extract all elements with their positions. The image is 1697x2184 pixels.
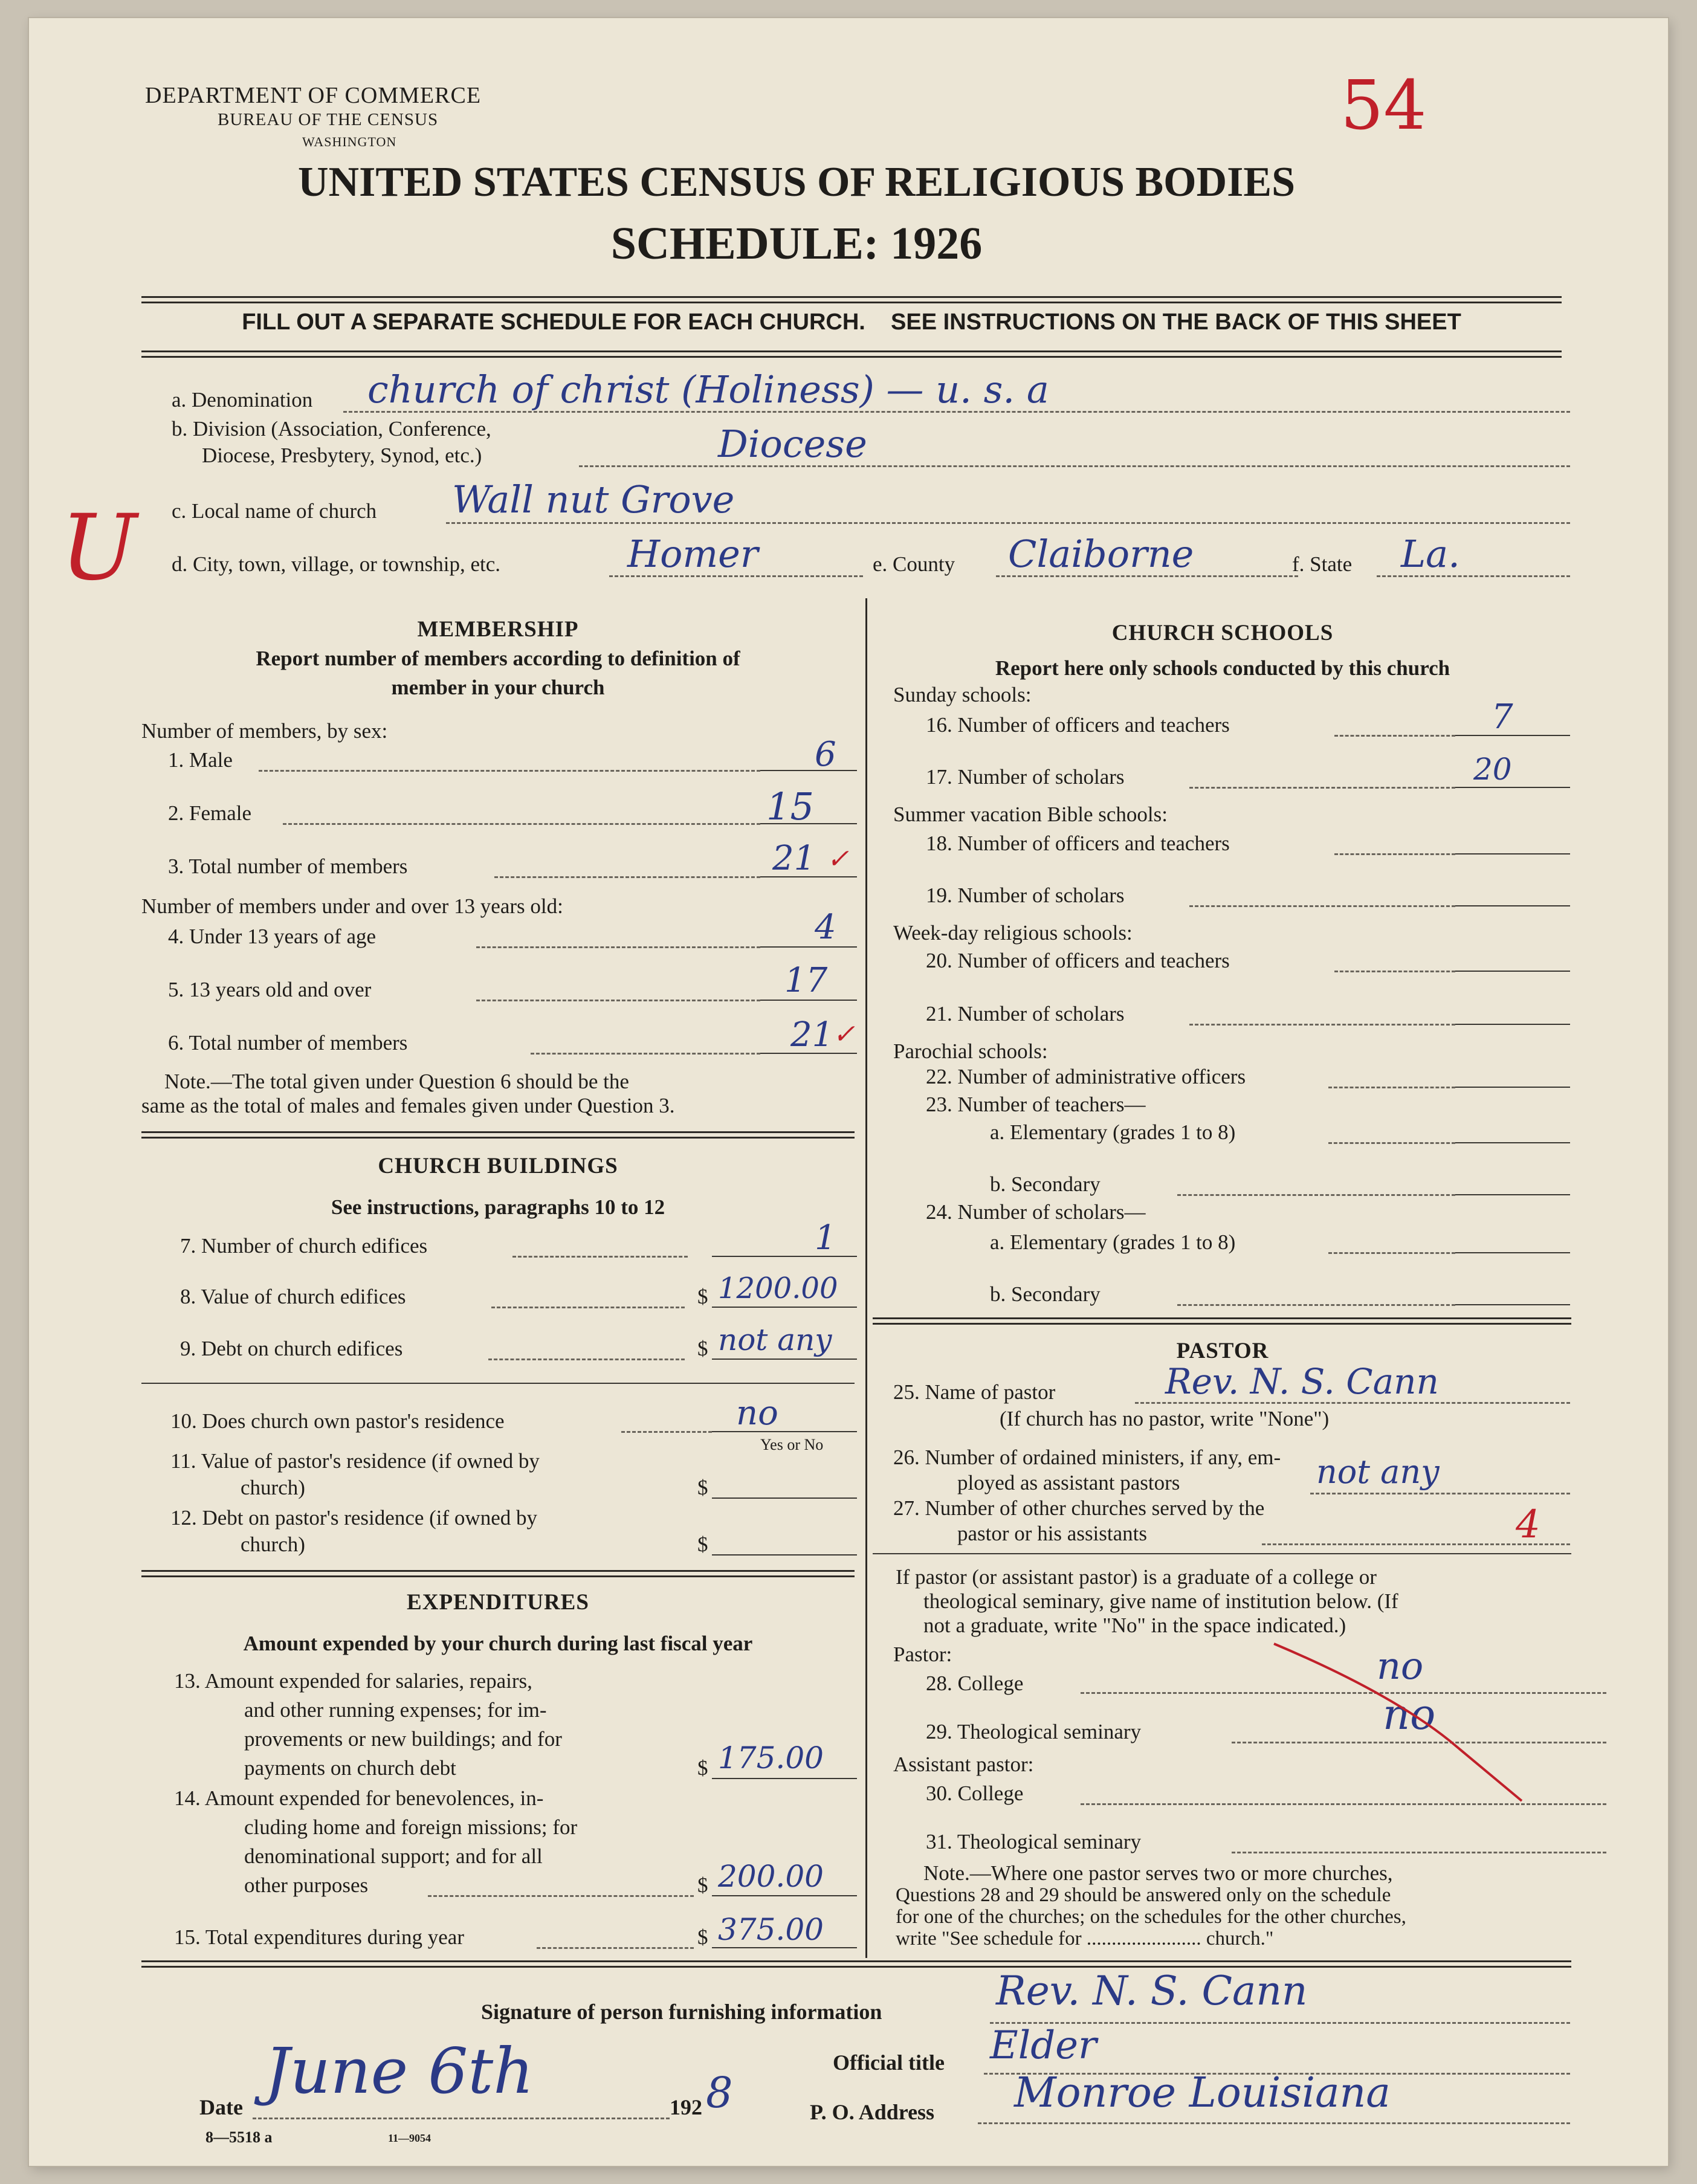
q24a-dots [1328, 1252, 1455, 1254]
schools-bottom-rule [873, 1317, 1571, 1325]
q24b-dots [1177, 1304, 1455, 1306]
department-label: DEPARTMENT OF COMMERCE [145, 83, 482, 108]
q20-label: 20. Number of officers and teachers [926, 949, 1230, 972]
q15-value: 375.00 [718, 1912, 824, 1947]
official-title-label: Official title [833, 2050, 945, 2075]
q12-label-2: church) [241, 1533, 305, 1556]
q14-dots [428, 1895, 694, 1897]
q20-dots [1334, 971, 1455, 972]
yes-no-hint: Yes or No [760, 1436, 824, 1453]
q16-value: 7 [1492, 697, 1513, 737]
q13-line-3: provements or new buildings; and for [244, 1727, 562, 1751]
age-intro-label: Number of members under and over 13 years old: [141, 894, 563, 918]
q8-label: 8. Value of church edifices [180, 1285, 406, 1308]
q10-label: 10. Does church own pastor's residence [170, 1409, 505, 1433]
q5-value: 17 [784, 961, 828, 1000]
q9-answer-line [712, 1359, 857, 1360]
q19-label: 19. Number of scholars [926, 884, 1125, 907]
q14-dollar: $ [697, 1873, 708, 1897]
q4-value: 4 [815, 908, 836, 947]
q17-label: 17. Number of scholars [926, 765, 1125, 789]
pastor-sub-label: Pastor: [893, 1643, 952, 1666]
weekday-schools-label: Week-day religious schools: [893, 921, 1133, 945]
local-name-line [446, 522, 1570, 524]
q15-answer-line [712, 1947, 857, 1948]
schools-intro: Report here only schools conducted by this church [995, 656, 1450, 680]
schools-heading: CHURCH SCHOOLS [1111, 621, 1334, 645]
q14-line-1: 14. Amount expended for benevolences, in- [174, 1786, 544, 1810]
page-number: 54 [1340, 66, 1427, 145]
q12-label-1: 12. Debt on pastor's residence (if owned by [170, 1506, 537, 1530]
q7-dots [512, 1256, 688, 1258]
q13-answer-line [712, 1778, 857, 1779]
membership-intro-2: member in your church [391, 676, 605, 699]
q24a-answer-line [1455, 1252, 1570, 1253]
q23b-dots [1177, 1194, 1455, 1196]
footer-double-rule [141, 1960, 1571, 1968]
q23-label: 23. Number of teachers— [926, 1093, 1146, 1116]
q2-dots [283, 823, 760, 825]
q4-label: 4. Under 13 years of age [168, 925, 377, 948]
q25-label: 25. Name of pastor [893, 1380, 1056, 1404]
q6-label: 6. Total number of members [168, 1031, 408, 1055]
q26-label-1: 26. Number of ordained ministers, if any, em- [893, 1446, 1281, 1469]
q26-value: not any [1316, 1453, 1440, 1491]
q27-value: 4 [1516, 1502, 1540, 1547]
q14-line-2: cluding home and foreign missions; for [244, 1815, 578, 1839]
year-prefix: 192 [670, 2095, 702, 2119]
q24b-answer-line [1455, 1304, 1570, 1305]
state-value: La. [1401, 532, 1460, 576]
expenditures-heading: EXPENDITURES [407, 1590, 589, 1615]
q28-value: no [1377, 1644, 1424, 1688]
column-divider [865, 598, 867, 1958]
q15-dollar: $ [697, 1925, 708, 1949]
q2-label: 2. Female [168, 801, 252, 825]
q1-answer-line [760, 770, 857, 771]
q19-answer-line [1455, 905, 1570, 906]
q21-dots [1189, 1024, 1455, 1026]
bureau-label: BUREAU OF THE CENSUS [218, 110, 439, 129]
document-title: UNITED STATES CENSUS OF RELIGIOUS BODIES [297, 159, 1296, 205]
q14-value: 200.00 [718, 1859, 824, 1894]
q18-answer-line [1455, 853, 1570, 855]
q13-line-4: payments on church debt [244, 1756, 456, 1780]
q6-dots [531, 1053, 760, 1055]
division-value: Diocese [718, 422, 867, 466]
membership-bottom-rule [141, 1131, 855, 1139]
q29-value: no [1383, 1690, 1436, 1739]
q23b-label: b. Secondary [990, 1172, 1101, 1196]
q23a-label: a. Elementary (grades 1 to 8) [990, 1120, 1236, 1144]
graduate-note-2: theological seminary, give name of institution below. (If [923, 1589, 1398, 1613]
state-label: f. State [1292, 552, 1353, 576]
q20-answer-line [1455, 971, 1570, 972]
graduate-note-3: not a graduate, write "No" in the space indicated.) [923, 1614, 1346, 1637]
q26-label-2: ployed as assistant pastors [957, 1471, 1180, 1494]
q18-label: 18. Number of officers and teachers [926, 832, 1230, 855]
assistant-sub-label: Assistant pastor: [893, 1753, 1034, 1776]
membership-heading: MEMBERSHIP [417, 617, 579, 642]
parochial-schools-label: Parochial schools: [893, 1039, 1048, 1063]
washington-label: WASHINGTON [302, 134, 397, 149]
q6-value: 21 [790, 1015, 834, 1055]
q9-label: 9. Debt on church edifices [180, 1337, 403, 1360]
pastor-divider [873, 1553, 1571, 1554]
banner-double-rule [141, 351, 1562, 358]
form-code: 8—5518 a [205, 2128, 273, 2146]
q13-dollar: $ [697, 1756, 708, 1780]
buildings-divider [141, 1383, 855, 1384]
q29-label: 29. Theological seminary [926, 1720, 1142, 1743]
q6-check: ✓ [833, 1019, 855, 1050]
division-label-2: Diocese, Presbytery, Synod, etc.) [202, 444, 482, 467]
schedule-year: SCHEDULE: 1926 [610, 218, 983, 269]
q9-dots [488, 1359, 685, 1360]
q27-label-1: 27. Number of other churches served by the [893, 1496, 1265, 1520]
q13-line-1: 13. Amount expended for salaries, repairs, [174, 1669, 532, 1693]
margin-mark: U [60, 496, 137, 601]
q12-answer-line [712, 1554, 857, 1556]
county-label: e. County [873, 552, 955, 576]
q10-dots [621, 1431, 712, 1433]
q19-dots [1189, 905, 1455, 907]
q12-dollar: $ [697, 1533, 708, 1556]
members-by-sex-label: Number of members, by sex: [141, 719, 388, 743]
pastor-note-2: Questions 28 and 29 should be answered only on the schedule [896, 1884, 1391, 1906]
q14-answer-line [712, 1895, 857, 1896]
po-address-value: Monroe Louisiana [1014, 2069, 1391, 2117]
q23b-answer-line [1455, 1194, 1570, 1195]
q8-value: 1200.00 [718, 1271, 838, 1305]
q16-dots [1334, 735, 1455, 737]
buildings-intro: See instructions, paragraphs 10 to 12 [331, 1195, 665, 1219]
q8-dots [491, 1307, 685, 1308]
q21-answer-line [1455, 1024, 1570, 1025]
division-label-1: b. Division (Association, Conference, [172, 417, 491, 441]
q8-answer-line [712, 1307, 857, 1308]
q11-dollar: $ [697, 1476, 708, 1499]
q11-answer-line [712, 1497, 857, 1499]
date-line [253, 2118, 670, 2119]
q4-dots [476, 946, 760, 948]
q27-label-2: pastor or his assistants [957, 1522, 1148, 1545]
q13-value: 175.00 [718, 1740, 824, 1775]
expenditures-intro: Amount expended by your church during last fiscal year [243, 1632, 753, 1655]
city-label: d. City, town, village, or township, etc. [172, 552, 501, 576]
q3-value: 21 [772, 839, 816, 878]
q30-label: 30. College [926, 1782, 1024, 1805]
sunday-schools-label: Sunday schools: [893, 683, 1032, 706]
q25-hint: (If church has no pastor, write "None") [1000, 1407, 1330, 1430]
q14-line-3: denominational support; and for all [244, 1844, 543, 1868]
q25-line [1135, 1402, 1570, 1404]
q31-line [1232, 1852, 1606, 1853]
denomination-value: church of christ (Holiness) — u. s. a [367, 367, 1049, 412]
q15-dots [537, 1947, 694, 1949]
pastor-note-3: for one of the churches; on the schedules for the other churches, [896, 1906, 1406, 1928]
q15-label: 15. Total expenditures during year [174, 1925, 464, 1949]
q31-label: 31. Theological seminary [926, 1830, 1142, 1853]
q3-dots [494, 876, 760, 878]
top-double-rule [141, 296, 1562, 303]
q5-dots [476, 1000, 760, 1001]
q26-line [1310, 1493, 1570, 1494]
graduate-note-1: If pastor (or assistant pastor) is a graduate of a college or [896, 1565, 1377, 1589]
buildings-bottom-rule [141, 1570, 855, 1577]
q10-value: no [736, 1394, 778, 1433]
official-title-value: Elder [990, 2023, 1097, 2068]
q13-line-2: and other running expenses; for im- [244, 1698, 547, 1722]
po-address-line [978, 2122, 1570, 2124]
po-address-label: P. O. Address [810, 2100, 935, 2124]
q1-value: 6 [815, 735, 836, 774]
cross-out-stroke [1268, 1620, 1540, 1813]
q1-label: 1. Male [168, 748, 233, 772]
q7-value: 1 [815, 1218, 836, 1258]
signature-label: Signature of person furnishing information [481, 2000, 882, 2024]
q9-value: not any [718, 1322, 832, 1357]
q1-dots [259, 770, 760, 772]
q22-answer-line [1455, 1087, 1570, 1088]
q10-answer-line [712, 1431, 857, 1432]
q17-dots [1189, 787, 1455, 789]
q23a-answer-line [1455, 1142, 1570, 1143]
q24-label: 24. Number of scholars— [926, 1200, 1146, 1224]
q14-line-4: other purposes [244, 1873, 369, 1897]
local-name-value: Wall nut Grove [452, 477, 735, 522]
q4-answer-line [760, 946, 857, 948]
city-value: Homer [627, 532, 758, 576]
membership-intro-1: Report number of members according to definition of [256, 647, 740, 670]
date-label: Date [199, 2095, 243, 2119]
q18-dots [1334, 853, 1455, 855]
year-digit: 8 [706, 2068, 733, 2118]
pastor-note-1: Note.—Where one pastor serves two or more churches, [923, 1861, 1393, 1885]
census-schedule-sheet [29, 18, 1668, 2166]
q11-label-1: 11. Value of pastor's residence (if owned by [170, 1449, 540, 1473]
pastor-heading: PASTOR [1176, 1339, 1269, 1363]
q24b-label: b. Secondary [990, 1282, 1101, 1306]
instructions-banner: FILL OUT A SEPARATE SCHEDULE FOR EACH CHURCH. SEE INSTRUCTIONS ON THE BACK OF THIS SHEET [242, 309, 1461, 335]
county-value: Claiborne [1008, 532, 1194, 576]
q25-value: Rev. N. S. Cann [1165, 1361, 1439, 1402]
q28-label: 28. College [926, 1672, 1024, 1695]
q16-label: 16. Number of officers and teachers [926, 713, 1230, 737]
q2-value: 15 [766, 784, 814, 829]
summer-schools-label: Summer vacation Bible schools: [893, 803, 1168, 826]
date-value: June 6th [265, 2034, 534, 2108]
local-name-label: c. Local name of church [172, 499, 377, 523]
print-code: 11—9054 [388, 2132, 432, 2144]
pastor-note-4: write "See schedule for ....................... church." [896, 1928, 1274, 1950]
q5-label: 5. 13 years old and over [168, 978, 372, 1001]
denomination-label: a. Denomination [172, 388, 313, 412]
q23a-dots [1328, 1142, 1455, 1144]
q8-dollar: $ [697, 1285, 708, 1308]
q22-label: 22. Number of administrative officers [926, 1065, 1246, 1088]
q3-check: ✓ [827, 844, 849, 874]
q7-label: 7. Number of church edifices [180, 1234, 428, 1258]
q17-answer-line [1455, 787, 1570, 788]
membership-note-2: same as the total of males and females given under Question 3. [141, 1094, 675, 1117]
membership-note-1: Note.—The total given under Question 6 should be the [164, 1070, 629, 1093]
q11-label-2: church) [241, 1476, 305, 1499]
q22-dots [1328, 1087, 1455, 1088]
signature-value: Rev. N. S. Cann [996, 1968, 1308, 2014]
q3-label: 3. Total number of members [168, 855, 408, 878]
q17-value: 20 [1473, 752, 1512, 787]
q9-dollar: $ [697, 1337, 708, 1360]
buildings-heading: CHURCH BUILDINGS [378, 1154, 618, 1178]
q21-label: 21. Number of scholars [926, 1002, 1125, 1026]
q24a-label: a. Elementary (grades 1 to 8) [990, 1230, 1236, 1254]
